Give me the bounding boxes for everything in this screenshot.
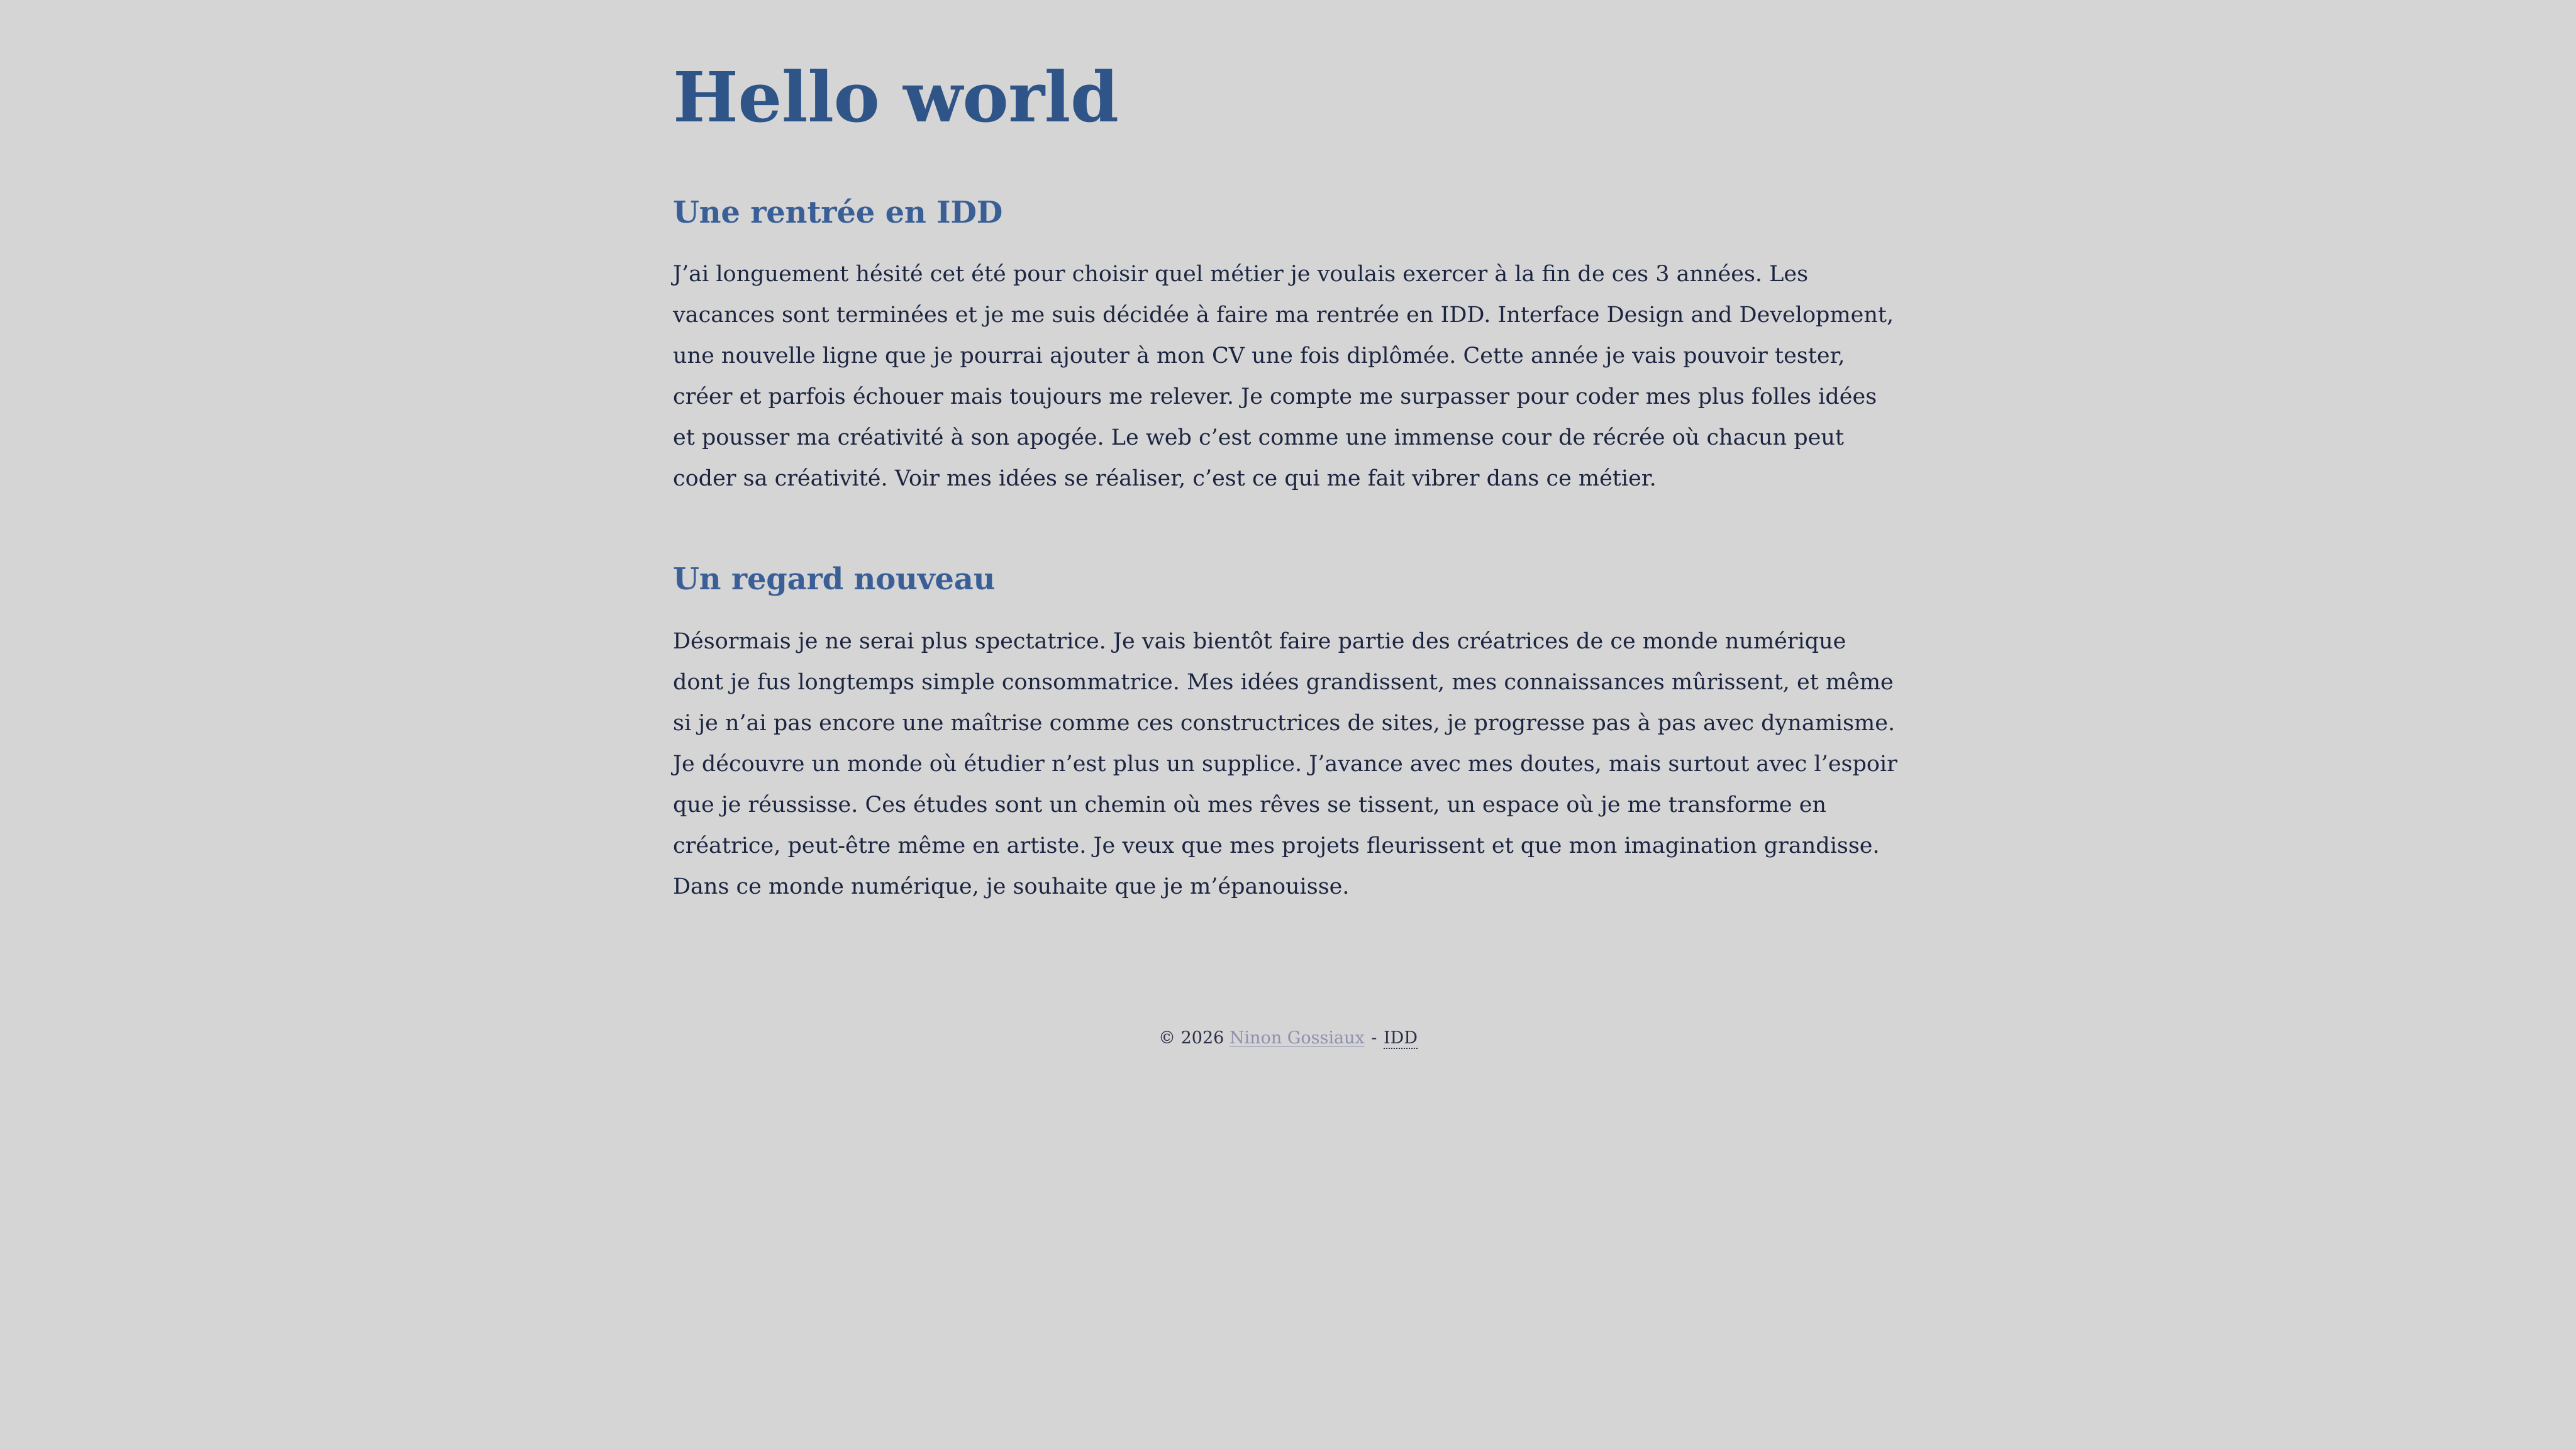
- footer-line: [1158, 1026, 1418, 1050]
- article-section-1: [673, 196, 1906, 500]
- section-paragraph-un-regard-nouveau: Désormais je ne serai plus spectatrice. Je vais bientôt faire partie des créatrices de ce monde numérique dont je fus longtemps simple consommatrice. Mes idées grandissent, mes connaissances mûrissent, et même si je n’ai pas encore une maîtrise comme ces constructrices de sites, je progresse pas à pas avec dynamisme. Je découvre un monde où étudier n’est plus un supplice. J’avance avec mes doutes, mais surtout avec l’espoir que je réussisse. Ces études sont un chemin où mes rêves se tissent, un espace où je me transforme en créatrice, peut-être même en artiste. Je veux que mes projets fleurissent et que mon imagination grandisse. Dans ce monde numérique, je souhaite que je m’épanouisse.: [673, 629, 1897, 900]
- article-container: [673, 57, 1906, 908]
- page-title: Hello world: [673, 57, 1119, 138]
- section-paragraph-une-rentree-en-idd: J’ai longuement hésité cet été pour choisir quel métier je voulais exercer à la fin de ces 3 années. Les vacances sont terminées et je me suis décidée à faire ma rentrée en IDD. Interface Design and Development, une nouvelle ligne que je pourrai ajouter à mon CV une fois diplômée. Cette année je vais pouvoir tester, créer et parfois échouer mais toujours me relever. Je compte me surpasser pour coder mes plus folles idées et pousser ma créativité à son apogée. Le web c’est comme une immense cour de récrée où chacun peut coder sa créativité. Voir mes idées se réaliser, c’est ce qui me fait vibrer dans ce métier.: [673, 262, 1894, 492]
- footer-idd-abbreviation[interactable]: IDD: [1384, 1028, 1418, 1048]
- footer-author-link[interactable]: Ninon Gossiaux: [1229, 1028, 1365, 1048]
- section-heading-une-rentree-en-idd: Une rentrée en IDD: [673, 194, 1003, 230]
- article-section-2: [673, 562, 1906, 908]
- footer-copyright: © 2026: [1158, 1028, 1224, 1048]
- site-footer: [0, 1026, 2576, 1050]
- section-heading-un-regard-nouveau: Un regard nouveau: [673, 562, 996, 597]
- footer-separator: -: [1371, 1028, 1377, 1048]
